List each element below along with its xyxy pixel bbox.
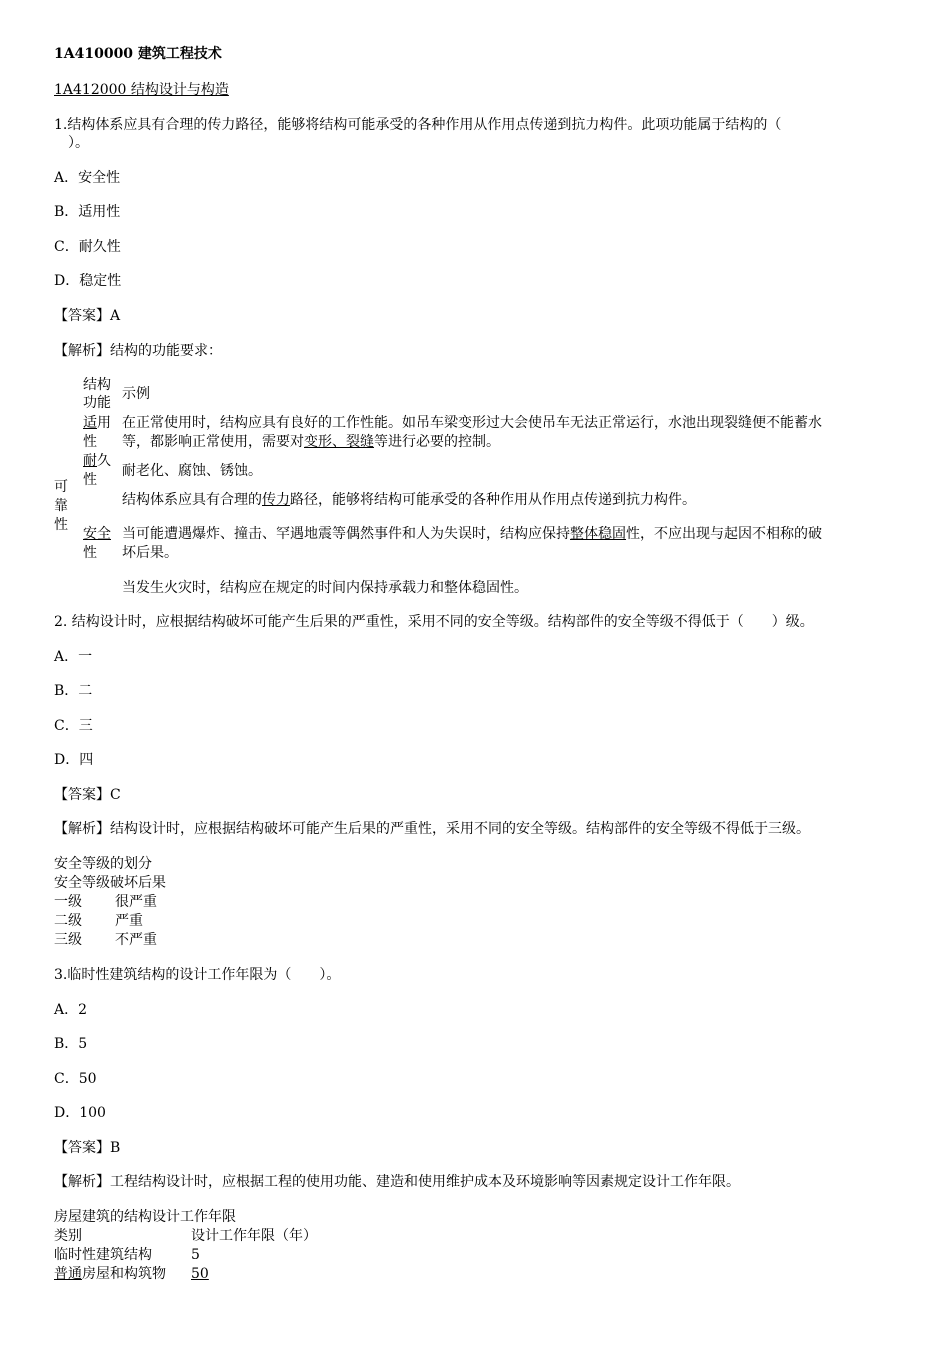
q2-answer: 【答案】C (54, 787, 121, 803)
table-row-consequence: 严重 (115, 913, 143, 929)
q1-option-c: C．耐久性 (54, 239, 121, 255)
q3-stem: 3.临时性建筑结构的设计工作年限为（ ）。 (54, 967, 341, 983)
safety-table-header: 安全等级破坏后果 (54, 875, 166, 891)
q3-option-a: A．2 (54, 1002, 88, 1018)
q1-option-d: D．稳定性 (54, 273, 122, 289)
reliability-label-l2: 靠 (54, 498, 68, 514)
q3-option-c: C．50 (54, 1071, 97, 1087)
table-header-function-l2: 功能 (83, 395, 111, 411)
design-life-col2-header: 设计工作年限（年） (191, 1228, 317, 1244)
row-applicability-label-l2: 性 (83, 434, 97, 450)
table-row-level: 一级 (54, 894, 82, 910)
q2-option-b: B．二 (54, 683, 93, 699)
q3-answer: 【答案】B (54, 1140, 121, 1156)
table-header-function-l1: 结构 (83, 377, 111, 393)
row-applicability-text-l1: 在正常使用时，结构应具有良好的工作性能。如吊车梁变形过大会使吊车无法正常运行，水池出现裂缝便不能蓄水 (122, 415, 822, 431)
table-row-years: 5 (191, 1247, 200, 1263)
design-life-col1-header: 类别 (54, 1228, 82, 1244)
row-applicability-text-l2: 等，都影响正常使用，需要对变形、裂缝等进行必要的控制。 (122, 434, 500, 450)
q2-option-c: C．三 (54, 718, 93, 734)
table-row-consequence: 不严重 (115, 932, 157, 948)
table-row-category: 普通房屋和构筑物 (54, 1266, 166, 1282)
q2-option-d: D．四 (54, 752, 94, 768)
q1-analysis: 【解析】结构的功能要求： (54, 343, 222, 359)
row-applicability-label-l1: 适用 (83, 415, 111, 431)
row-safety-text1: 结构体系应具有合理的传力路径，能够将结构可能承受的各种作用从作用点传递到抗力构件。 (122, 492, 696, 508)
row-durability-text: 耐老化、腐蚀、锈蚀。 (122, 463, 262, 479)
table-row-years: 50 (191, 1266, 209, 1282)
table-row-category: 临时性建筑结构 (54, 1247, 152, 1263)
q1-stem-line1: 1.结构体系应具有合理的传力路径，能够将结构可能承受的各种作用从作用点传递到抗力构件。此项功能属于结构的（ (54, 117, 782, 133)
q3-option-b: B．5 (54, 1036, 88, 1052)
q1-option-b: B．适用性 (54, 204, 121, 220)
row-durability-label-l1: 耐久 (83, 453, 111, 469)
section-subheading: 1A412000 结构设计与构造 (54, 82, 229, 98)
table-header-example: 示例 (122, 386, 150, 402)
row-safety-label-l2: 性 (83, 545, 97, 561)
q1-stem-line2: ）。 (68, 135, 89, 151)
row-safety-text2-l2: 坏后果。 (122, 545, 178, 561)
q2-analysis: 【解析】结构设计时，应根据结构破坏可能产生后果的严重性，采用不同的安全等级。结构部件的安全等级不得低于三级。 (54, 821, 810, 837)
safety-table-title: 安全等级的划分 (54, 856, 152, 872)
q1-option-a: A．安全性 (54, 170, 121, 186)
table-row-level: 三级 (54, 932, 82, 948)
document-heading: 1A410000 建筑工程技术 (54, 46, 222, 62)
q2-stem: 2. 结构设计时，应根据结构破坏可能产生后果的严重性，采用不同的安全等级。结构部件的安全等级不得低于（ ）级。 (54, 614, 814, 630)
reliability-label-l3: 性 (54, 517, 68, 533)
table-row-consequence: 很严重 (115, 894, 157, 910)
q2-option-a: A．一 (54, 649, 93, 665)
q3-analysis: 【解析】工程结构设计时，应根据工程的使用功能、建造和使用维护成本及环境影响等因素规定设计工作年限。 (54, 1174, 740, 1190)
q1-answer: 【答案】A (54, 308, 121, 324)
row-safety-text3: 当发生火灾时，结构应在规定的时间内保持承载力和整体稳固性。 (122, 580, 528, 596)
q3-option-d: D．100 (54, 1105, 106, 1121)
reliability-label-l1: 可 (54, 479, 68, 495)
row-durability-label-l2: 性 (83, 472, 97, 488)
design-life-table-title: 房屋建筑的结构设计工作年限 (54, 1209, 236, 1225)
row-safety-text2-l1: 当可能遭遇爆炸、撞击、罕遇地震等偶然事件和人为失误时，结构应保持整体稳固性，不应出现与起因不相称的破 (122, 526, 822, 542)
table-row-level: 二级 (54, 913, 82, 929)
row-safety-label-l1: 安全 (83, 526, 111, 542)
